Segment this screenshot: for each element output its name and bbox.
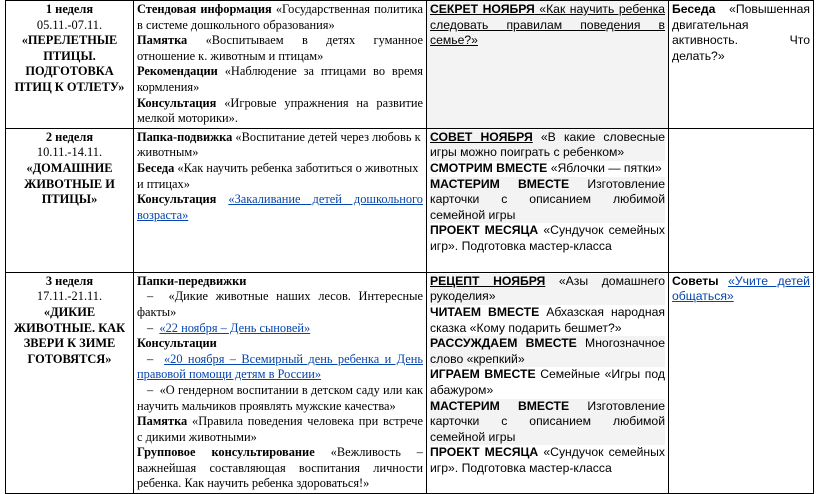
activity-label: ПРОЕКТ МЕСЯЦА xyxy=(430,445,539,460)
activity-label: СЕКРЕТ НОЯБРЯ xyxy=(430,2,535,16)
week-dates: 10.11.-14.11. xyxy=(36,145,103,160)
info-item xyxy=(137,161,423,192)
info-cell xyxy=(134,128,427,272)
week-cell xyxy=(6,272,134,493)
activity-text: «Сундучок семейных игр». Подготовка мастер-класса xyxy=(430,445,665,475)
activity-item xyxy=(430,367,665,398)
activity-item xyxy=(430,2,665,49)
info-item xyxy=(137,96,423,127)
activity-label: МАСТЕРИМ ВМЕСТЕ xyxy=(430,398,570,413)
table-row xyxy=(6,272,814,493)
info-label: Памятка xyxy=(137,414,188,429)
info-text: «Вежливость – важнейшая составляющая воспитания личности ребенка. Как научить ребенка здороваться!» xyxy=(137,445,424,491)
advice-link[interactable]: «Учите детей общаться» xyxy=(672,273,810,304)
folder-link[interactable]: «22 ноября – День сыновей» xyxy=(159,320,311,335)
activity-label: МАСТЕРИМ ВМЕСТЕ xyxy=(430,176,570,191)
activity-item xyxy=(430,336,665,367)
info-label: Папка-подвижка xyxy=(137,129,233,144)
extra-cell xyxy=(669,128,814,272)
info-label: Беседа xyxy=(137,160,175,175)
consult-link[interactable]: «20 ноября – Всемирный день ребенка и День правовой помощи детям в России» xyxy=(137,351,423,382)
info-label: Памятка xyxy=(137,33,188,48)
info-text: «Дикие животные наших лесов. Интересные факты» xyxy=(137,289,423,319)
activity-label: ЧИТАЕМ ВМЕСТЕ xyxy=(430,304,540,319)
info-item xyxy=(137,414,423,445)
extra-label: Беседа xyxy=(672,2,716,16)
activity-label: ПРОЕКТ МЕСЯЦА xyxy=(430,223,539,238)
activity-item xyxy=(430,130,665,161)
week-label: 3 неделя xyxy=(45,273,94,288)
extra-label: Советы xyxy=(672,273,719,288)
info-text: «Как научить ребенка заботиться о животных и птицах» xyxy=(137,160,419,191)
info-cell xyxy=(134,1,427,129)
activity-text: Абхазская народная сказка «Кому подарить бешмет?» xyxy=(430,304,665,335)
week-dates: 05.11.-07.11. xyxy=(36,17,103,32)
activity-label: ИГРАЕМ ВМЕСТЕ xyxy=(430,367,536,382)
info-text: «О гендерном воспитании в детском саду или как научить мальчиков проявлять мужские качества» xyxy=(137,382,423,413)
info-label: Стендовая информация xyxy=(137,2,272,16)
info-label: Рекомендации xyxy=(137,64,218,79)
activity-text: «Как научить ребенка следовать правилам поведения в семье?» xyxy=(430,2,665,48)
info-item xyxy=(137,352,423,383)
info-item xyxy=(137,383,423,414)
activity-text: «Азы домашнего рукоделия» xyxy=(430,273,665,304)
activity-item xyxy=(430,305,665,336)
extra-cell xyxy=(669,272,814,493)
week-theme: «ПЕРЕЛЕТНЫЕ ПТИЦЫ. ПОДГОТОВКА ПТИЦ К ОТЛЕТУ» xyxy=(14,33,125,94)
activity-cell xyxy=(427,272,669,493)
activity-cell xyxy=(427,128,669,272)
info-item xyxy=(137,445,423,492)
info-text: «Наблюдение за птицами во время кормления» xyxy=(137,64,423,94)
folders-label: Папки-передвижки xyxy=(137,273,247,288)
activity-item xyxy=(430,399,665,446)
info-item xyxy=(137,2,423,33)
activity-text: «Сундучок семейных игр». Подготовка мастер-класса xyxy=(430,223,665,253)
week-dates: 17.11.-21.11. xyxy=(36,289,103,304)
activity-label: РЕЦЕПТ НОЯБРЯ xyxy=(430,273,546,288)
dash-mark: – xyxy=(147,289,154,304)
dash-mark: – xyxy=(147,382,154,397)
dash-mark: – xyxy=(147,351,154,366)
activity-text: «Яблочки — пятки» xyxy=(547,160,662,175)
week-label: 2 неделя xyxy=(45,129,94,144)
info-label: Групповое консультирование xyxy=(137,445,315,460)
activity-item xyxy=(430,161,665,177)
info-text: «Игровые упражнения на развитие мелкой моторики». xyxy=(137,95,423,126)
week-theme: «ДОМАШНИЕ ЖИВОТНЫЕ И ПТИЦЫ» xyxy=(24,160,115,207)
info-item xyxy=(137,321,423,337)
info-item xyxy=(137,289,423,320)
extra-cell xyxy=(669,1,814,129)
info-item xyxy=(137,130,423,161)
week-cell xyxy=(6,128,134,272)
week-cell xyxy=(6,1,134,129)
info-text: «Воспитание детей через любовь к животным» xyxy=(137,129,421,160)
activity-item xyxy=(430,274,665,305)
info-cell xyxy=(134,272,427,493)
info-text: «Государственная политика в системе дошкольного образования» xyxy=(137,2,423,32)
activity-text: «В какие словесные игры можно поиграть с ребенком» xyxy=(430,129,665,160)
info-item xyxy=(137,33,423,64)
info-label: Консультация xyxy=(137,192,217,207)
consult-label: Консультации xyxy=(137,336,217,351)
activity-item xyxy=(430,177,665,224)
activity-item xyxy=(430,445,665,476)
week-theme: «ДИКИЕ ЖИВОТНЫЕ. КАК ЗВЕРИ К ЗИМЕ ГОТОВЯТСЯ» xyxy=(13,304,126,366)
dash-mark: – xyxy=(147,320,154,335)
activity-label: СМОТРИМ ВМЕСТЕ xyxy=(430,160,548,175)
activity-cell xyxy=(427,1,669,129)
activity-text: Многозначное слово «крепкий» xyxy=(430,336,665,366)
table-row xyxy=(6,1,814,129)
activity-item xyxy=(430,223,665,254)
plan-table xyxy=(5,0,814,494)
activity-text: Изготовление карточки с описанием любимой семейной игры xyxy=(430,176,665,222)
extra-text: «Повышенная двигательная активность. Что делать?» xyxy=(672,2,810,63)
info-item xyxy=(137,64,423,95)
table-row xyxy=(6,128,814,272)
week-label: 1 неделя xyxy=(45,2,94,16)
consultation-link[interactable]: «Закаливание детей дошкольного возраста» xyxy=(137,192,423,222)
info-item xyxy=(137,192,423,223)
activity-label: РАССУЖДАЕМ ВМЕСТЕ xyxy=(430,336,577,351)
info-text: «Воспитываем в детях гуманное отношение к. животным и птицам» xyxy=(137,33,423,63)
info-label: Консультация xyxy=(137,95,217,110)
info-text: «Правила поведения человека при встрече с дикими животными» xyxy=(137,414,423,444)
activity-text: Изготовление карточки с описанием любимой семейной игры xyxy=(430,398,665,444)
activity-label: СОВЕТ НОЯБРЯ xyxy=(430,129,533,144)
activity-text: Семейные «Игры под абажуром» xyxy=(430,367,665,397)
